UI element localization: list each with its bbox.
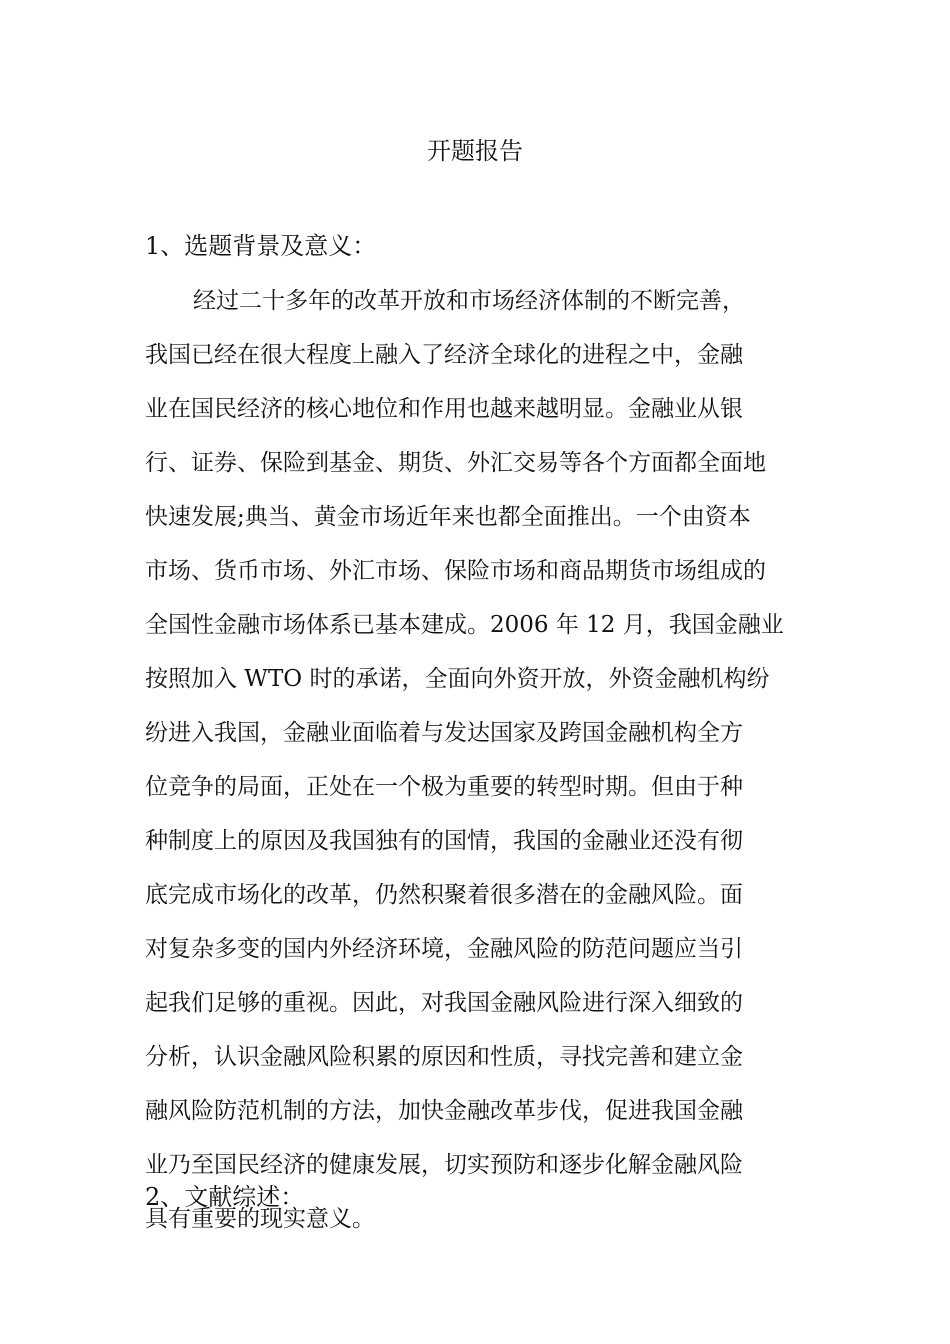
page-title: 开题报告 <box>427 137 523 165</box>
paragraph-line: 快速发展;典当、黄金市场近年来也都全面推出。一个由资本 <box>145 504 751 530</box>
section-heading-literature-review: 2、文献综述： <box>145 1183 305 1211</box>
paragraph-line: 分析，认识金融风险积累的原因和性质，寻找完善和建立金 <box>145 1044 743 1070</box>
paragraph-line: 种制度上的原因及我国独有的国情，我国的金融业还没有彻 <box>145 828 743 854</box>
body-paragraph <box>145 280 810 1252</box>
section-heading-background: 1、选题背景及意义： <box>145 232 377 260</box>
paragraph-line: 底完成市场化的改革，仍然积聚着很多潜在的金融风险。面 <box>145 882 743 908</box>
paragraph-line: 行、证券、保险到基金、期货、外汇交易等各个方面都全面地 <box>145 450 766 476</box>
paragraph-line: 起我们足够的重视。因此，对我国金融风险进行深入细致的 <box>145 990 743 1016</box>
paragraph-line: 按照加入 WTO 时的承诺，全面向外资开放，外资金融机构纷 <box>145 666 770 692</box>
paragraph-line: 经过二十多年的改革开放和市场经济体制的不断完善， <box>193 288 745 314</box>
paragraph-line: 业在国民经济的核心地位和作用也越来越明显。金融业从银 <box>145 396 743 422</box>
paragraph-line: 融风险防范机制的方法，加快金融改革步伐，促进我国金融 <box>145 1098 743 1124</box>
paragraph-line: 我国已经在很大程度上融入了经济全球化的进程之中，金融 <box>145 342 743 368</box>
paragraph-line: 对复杂多变的国内外经济环境，金融风险的防范问题应当引 <box>145 936 743 962</box>
paragraph-line: 市场、货币市场、外汇市场、保险市场和商品期货市场组成的 <box>145 558 766 584</box>
paragraph-line: 业乃至国民经济的健康发展，切实预防和逐步化解金融风险 <box>145 1152 743 1178</box>
paragraph-line: 具有重要的现实意义。 <box>145 1206 375 1232</box>
paragraph-line: 全国性金融市场体系已基本建成。2006 年 12 月，我国金融业 <box>145 612 784 638</box>
paragraph-line: 纷进入我国，金融业面临着与发达国家及跨国金融机构全方 <box>145 720 743 746</box>
paragraph-line: 位竞争的局面，正处在一个极为重要的转型时期。但由于种 <box>145 774 743 800</box>
